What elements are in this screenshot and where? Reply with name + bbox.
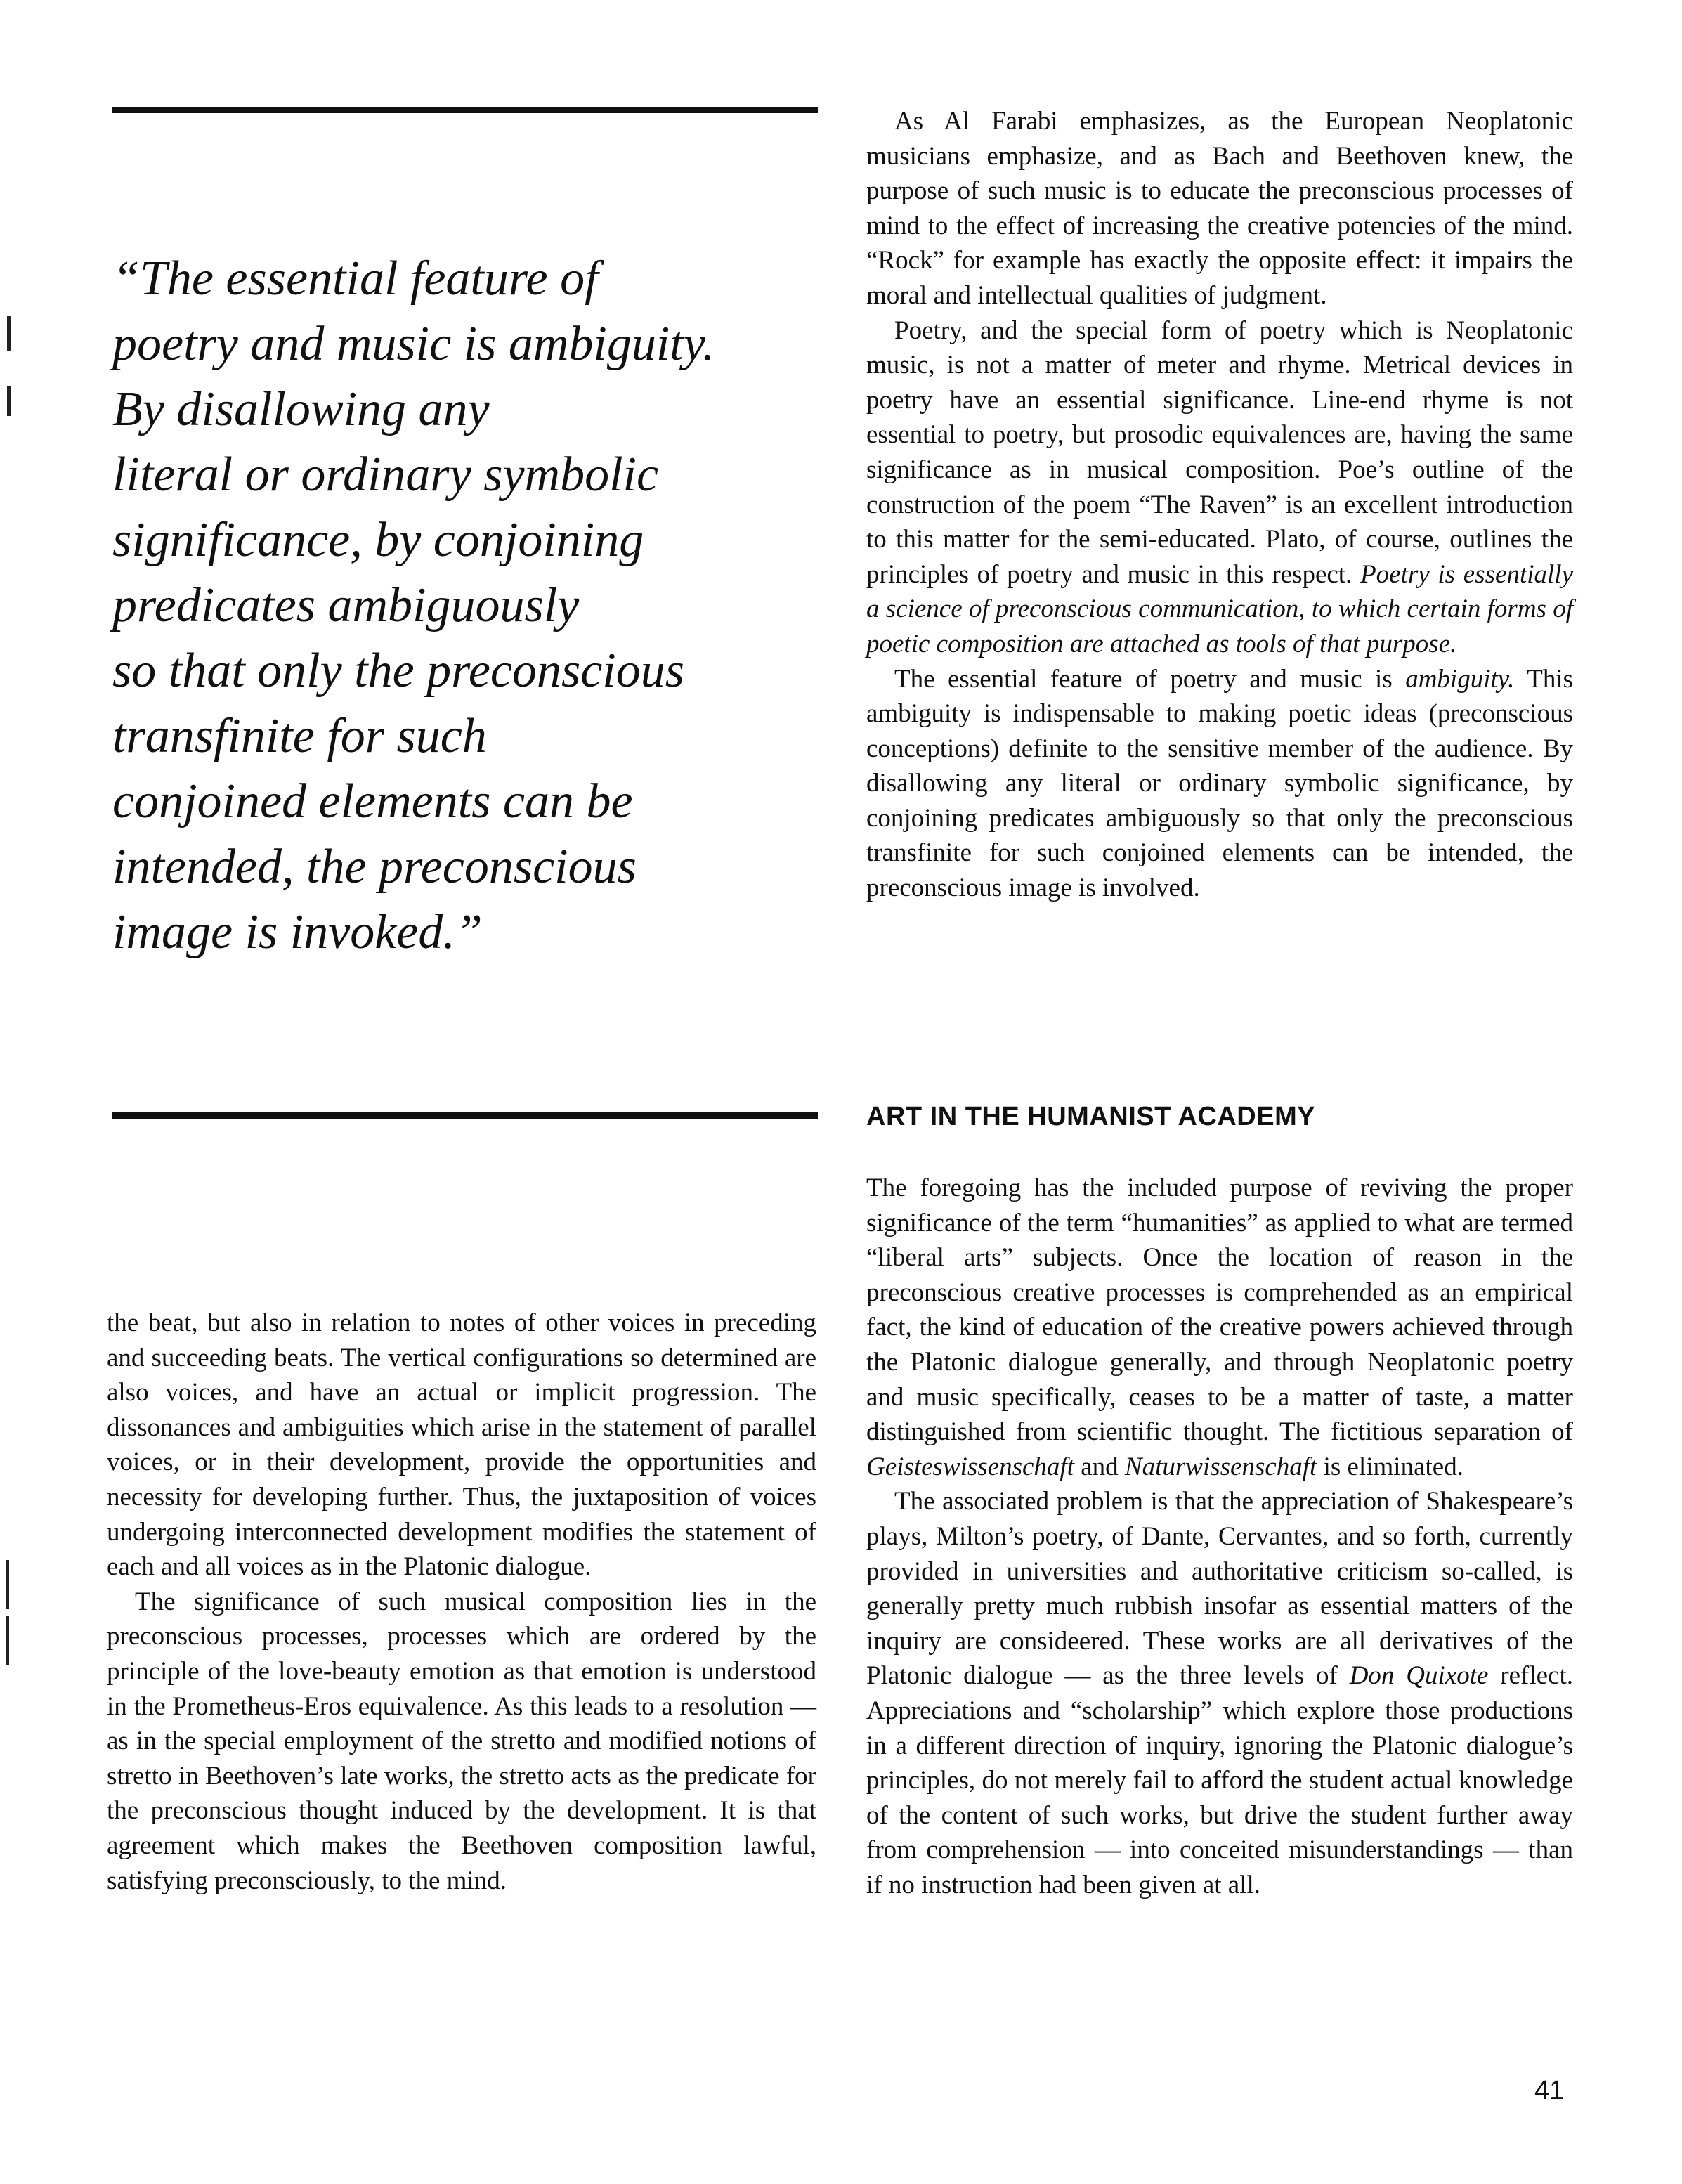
- pull-quote-line: intended, the preconscious: [112, 840, 637, 894]
- margin-mark: [6, 1560, 9, 1609]
- top-rule: [112, 107, 818, 113]
- right-column-bottom: [866, 1171, 1573, 1902]
- paragraph-text: Poetry, and the special form of poetry which is Neoplatonic music, is not a matter of meter and rhyme. Metrical devices in poetry have an essential significance. Line-end rhyme is not essential to poetry, but prosodic equivalences are, having the same significance as in musical composition. Poe’s outline of the construction of the poem “The Raven” is an excellent introduction to this matter for the semi-educated. Plato, of course, outlines the principles of poetry and music in this respect.: [866, 316, 1573, 589]
- paragraph: [866, 313, 1573, 662]
- italic-text: ambiguity.: [1405, 664, 1515, 694]
- italic-text: Naturwissenschaft: [1124, 1452, 1317, 1481]
- italic-text: Poetry is essentially a science of preconscious communication, to which certain forms of poetic composition are attached as tools of that purpose.: [866, 559, 1573, 658]
- paragraph-text: reflect. Appreciations and “scholarship” which explore those productions in a different direction of inquiry, ignoring the Platonic dialogue’s principles, do not merely fail to afford the student actual knowledge of the content of such works, but drive the student further away from comprehension — into conceited misunderstandings — than if no instruction had been given at all.: [866, 1661, 1574, 1899]
- italic-text: Geisteswissenschaft: [866, 1452, 1074, 1481]
- paragraph: [866, 662, 1573, 906]
- paragraph-text: The associated problem is that the appreciation of Shakespeare’s plays, Milton’s poetry, of Dante, Cervantes, and so forth, currently provided in universities and authoritative criticism so-called, is generally pretty much rubbish insofar as essential matters of the inquiry are consideered. These works are all derivatives of the Platonic dialogue — as the three levels of: [866, 1487, 1573, 1691]
- paragraph: The significance of such musical composition lies in the preconscious processes, processes which are ordered by the principle of the love-beauty emotion as that emotion is understood in the Prometheus-Eros equivalence. As this leads to a resolution — as in the special employment of the stretto and modified notions of stretto in Beethoven’s late works, the stretto acts as the predicate for the preconscious thought induced by the development. It is that agreement which makes the Beethoven composition lawful, satisfying preconsciously, to the mind.: [107, 1587, 816, 1895]
- paragraph: [866, 1171, 1573, 1484]
- paragraph-text: is eliminated.: [1323, 1452, 1463, 1481]
- pull-quote-line: conjoined elements can be: [112, 774, 633, 828]
- pull-quote-line: “The essential feature of: [112, 252, 599, 306]
- paragraph-text: This ambiguity is indispensable to making poetic ideas (preconscious conceptions) definite to the sensitive member of the audience. By disallowing any literal or ordinary symbolic significance, by conjoining predicates ambiguously so that only the preconscious transfinite for such conjoined elements can be intended, the preconscious image is involved.: [866, 664, 1573, 903]
- margin-mark: [7, 386, 11, 416]
- paragraph: As Al Farabi emphasizes, as the European Neoplatonic musicians emphasize, and as Bach and Beethoven knew, the purpose of such music is to educate the preconscious processes of mind to the effect of increasing the creative potencies of the mind. “Rock” for example has exactly the opposite effect: it impairs the moral and intellectual qualities of judgment.: [866, 107, 1573, 310]
- paragraph-text: The essential feature of poetry and music is: [894, 664, 1393, 694]
- pull-quote-line: literal or ordinary symbolic: [112, 448, 659, 502]
- pull-quote-line: significance, by conjoining: [112, 513, 644, 567]
- pull-quote-line: poetry and music is ambiguity.: [112, 317, 715, 371]
- right-column-top: [866, 104, 1573, 906]
- bottom-rule: [112, 1112, 818, 1119]
- paragraph: [866, 1484, 1573, 1902]
- pull-quote-line: so that only the preconscious: [112, 644, 684, 698]
- pull-quote-line: predicates ambiguously: [112, 578, 580, 632]
- italic-text: Don Quixote: [1349, 1661, 1489, 1691]
- page-number: 41: [1534, 2076, 1565, 2105]
- left-column-bottom: [107, 1306, 816, 1898]
- paragraph: the beat, but also in relation to notes of other voices in preceding and succeeding beats. The vertical configurations so determined are also voices, and have an actual or implicit progression. The dissonances and ambiguities which arise in the statement of parallel voices, or in their development, provide the opportunities and necessity for developing further. Thus, the juxtaposition of voices undergoing interconnected development modifies the statement of each and all voices as in the Platonic dialogue.: [107, 1308, 816, 1582]
- margin-mark: [7, 316, 11, 351]
- pull-quote-line: By disallowing any: [112, 382, 490, 436]
- paragraph-text: and: [1081, 1452, 1119, 1481]
- pull-quote-line: transfinite for such: [112, 709, 487, 763]
- pull-quote: [112, 246, 815, 965]
- margin-mark: [6, 1616, 9, 1665]
- paragraph-text: The foregoing has the included purpose of reviving the proper significance of the term “humanities” as applied to what are termed “liberal arts” subjects. Once the location of reason in the preconscious creative processes is comprehended as an empirical fact, the kind of education of the creative powers achieved through the Platonic dialogue generally, and through Neoplatonic poetry and music specifically, ceases to be a matter of taste, a matter distinguished from scientific thought. The fictitious separation of: [866, 1174, 1573, 1447]
- section-heading: ART IN THE HUMANIST ACADEMY: [866, 1102, 1316, 1131]
- pull-quote-line: image is invoked.”: [112, 905, 483, 959]
